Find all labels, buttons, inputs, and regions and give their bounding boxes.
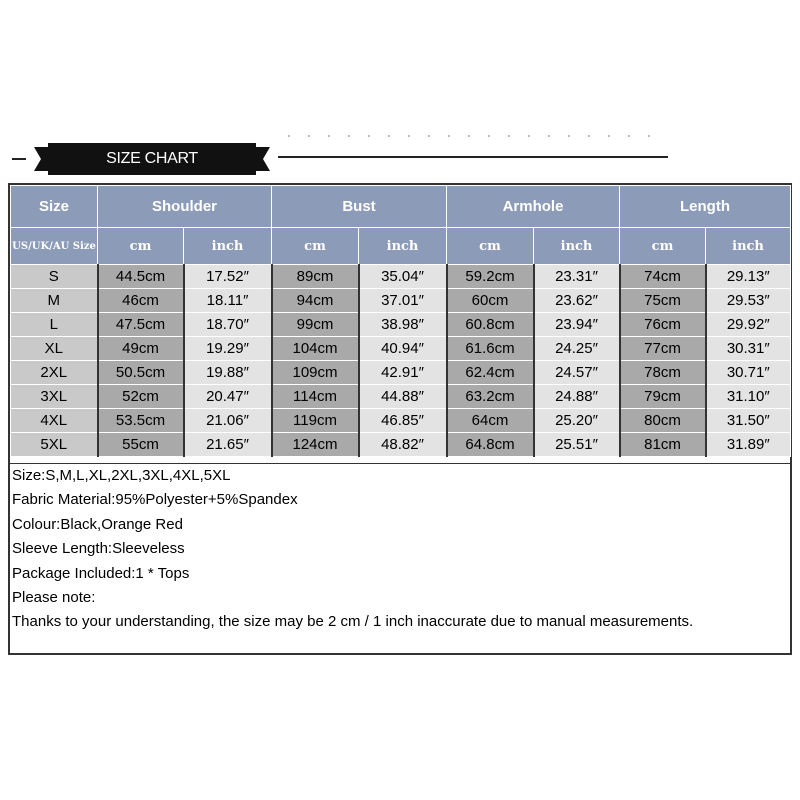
cell-shoulder-in: 17.52″ (184, 265, 272, 289)
cell-armhole-in: 23.94″ (534, 313, 620, 337)
unit-inch-header: inch (359, 228, 447, 265)
size-chart-table (10, 185, 791, 457)
table-row (11, 337, 791, 361)
cell-shoulder-cm: 44.5cm (98, 265, 184, 289)
note-line: Package Included:1 * Tops (12, 564, 190, 582)
cell-shoulder-in: 19.29″ (184, 337, 272, 361)
unit-inch-header: inch (184, 228, 272, 265)
cell-armhole-cm: 62.4cm (447, 361, 534, 385)
unit-cm-header: cm (98, 228, 184, 265)
cell-length-cm: 77cm (620, 337, 706, 361)
cell-armhole-cm: 64cm (447, 409, 534, 433)
cell-bust-in: 35.04″ (359, 265, 447, 289)
bust-header: Bust (272, 186, 447, 228)
cell-bust-cm: 89cm (272, 265, 359, 289)
header-right-line (278, 156, 668, 158)
cell-bust-cm: 119cm (272, 409, 359, 433)
unit-cm-header: cm (447, 228, 534, 265)
cell-bust-in: 37.01″ (359, 289, 447, 313)
cell-shoulder-cm: 46cm (98, 289, 184, 313)
header-left-line (12, 158, 26, 160)
size-header: Size (11, 186, 98, 228)
cell-armhole-cm: 63.2cm (447, 385, 534, 409)
cell-length-cm: 81cm (620, 433, 706, 457)
cell-bust-in: 48.82″ (359, 433, 447, 457)
cell-shoulder-in: 20.47″ (184, 385, 272, 409)
size-chart-ribbon (34, 143, 270, 175)
cell-length-cm: 79cm (620, 385, 706, 409)
cell-size: M (11, 289, 98, 313)
cell-shoulder-in: 21.06″ (184, 409, 272, 433)
unit-inch-header: inch (706, 228, 791, 265)
cell-bust-cm: 114cm (272, 385, 359, 409)
cell-bust-in: 42.91″ (359, 361, 447, 385)
cell-armhole-in: 24.57″ (534, 361, 620, 385)
cell-shoulder-in: 19.88″ (184, 361, 272, 385)
table-row (11, 265, 791, 289)
cell-size: 3XL (11, 385, 98, 409)
cell-length-in: 31.89″ (706, 433, 791, 457)
cell-length-in: 30.71″ (706, 361, 791, 385)
cell-armhole-in: 24.25″ (534, 337, 620, 361)
cell-armhole-cm: 61.6cm (447, 337, 534, 361)
cell-armhole-in: 23.62″ (534, 289, 620, 313)
cell-length-in: 29.53″ (706, 289, 791, 313)
table-row (11, 361, 791, 385)
shoulder-header: Shoulder (98, 186, 272, 228)
cell-shoulder-in: 18.11″ (184, 289, 272, 313)
table-row (11, 385, 791, 409)
cell-length-cm: 78cm (620, 361, 706, 385)
cell-length-in: 31.10″ (706, 385, 791, 409)
cell-length-cm: 75cm (620, 289, 706, 313)
cell-armhole-cm: 60cm (447, 289, 534, 313)
length-header: Length (620, 186, 791, 228)
cell-bust-cm: 99cm (272, 313, 359, 337)
cell-shoulder-cm: 55cm (98, 433, 184, 457)
cell-shoulder-cm: 52cm (98, 385, 184, 409)
table-row (11, 433, 791, 457)
cell-shoulder-cm: 50.5cm (98, 361, 184, 385)
cell-armhole-in: 25.51″ (534, 433, 620, 457)
cell-shoulder-in: 21.65″ (184, 433, 272, 457)
cell-shoulder-in: 18.70″ (184, 313, 272, 337)
table-row (11, 289, 791, 313)
cell-bust-cm: 109cm (272, 361, 359, 385)
size-sublabel: US/UK/AU Size (11, 228, 98, 265)
cell-armhole-in: 25.20″ (534, 409, 620, 433)
cell-armhole-cm: 59.2cm (447, 265, 534, 289)
cell-length-in: 29.92″ (706, 313, 791, 337)
cell-armhole-cm: 60.8cm (447, 313, 534, 337)
cell-size: S (11, 265, 98, 289)
note-line: Size:S,M,L,XL,2XL,3XL,4XL,5XL (12, 467, 231, 484)
cell-shoulder-cm: 47.5cm (98, 313, 184, 337)
cell-armhole-in: 23.31″ (534, 265, 620, 289)
note-line: Fabric Material:95%Polyester+5%Spandex (12, 491, 298, 509)
cell-shoulder-cm: 49cm (98, 337, 184, 361)
cell-length-in: 31.50″ (706, 409, 791, 433)
table-row (11, 409, 791, 433)
cell-length-cm: 80cm (620, 409, 706, 433)
cell-length-in: 29.13″ (706, 265, 791, 289)
note-line: Please note: (12, 589, 96, 607)
cell-armhole-cm: 64.8cm (447, 433, 534, 457)
unit-inch-header: inch (534, 228, 620, 265)
page-title: SIZE CHART (106, 150, 198, 167)
cell-bust-cm: 104cm (272, 337, 359, 361)
cell-size: 2XL (11, 361, 98, 385)
cell-length-cm: 76cm (620, 313, 706, 337)
cell-bust-cm: 94cm (272, 289, 359, 313)
table-row (11, 313, 791, 337)
cell-bust-cm: 124cm (272, 433, 359, 457)
cell-bust-in: 40.94″ (359, 337, 447, 361)
armhole-header: Armhole (447, 186, 620, 228)
header-dotted-line (288, 135, 668, 141)
cell-shoulder-cm: 53.5cm (98, 409, 184, 433)
product-notes (10, 463, 790, 635)
cell-bust-in: 46.85″ (359, 409, 447, 433)
cell-bust-in: 38.98″ (359, 313, 447, 337)
cell-size: XL (11, 337, 98, 361)
unit-cm-header: cm (272, 228, 359, 265)
note-line: Sleeve Length:Sleeveless (12, 540, 185, 558)
note-line: Colour:Black,Orange Red (12, 515, 183, 533)
cell-size: 5XL (11, 433, 98, 457)
cell-size: L (11, 313, 98, 337)
note-line: Thanks to your understanding, the size may be 2 cm / 1 inch inaccurate due to manual measurements. (12, 613, 694, 631)
cell-length-in: 30.31″ (706, 337, 791, 361)
cell-bust-in: 44.88″ (359, 385, 447, 409)
unit-header-row (11, 228, 791, 265)
cell-length-cm: 74cm (620, 265, 706, 289)
cell-armhole-in: 24.88″ (534, 385, 620, 409)
cell-size: 4XL (11, 409, 98, 433)
unit-cm-header: cm (620, 228, 706, 265)
size-chart-table-frame (8, 183, 792, 655)
group-header-row (11, 186, 791, 228)
